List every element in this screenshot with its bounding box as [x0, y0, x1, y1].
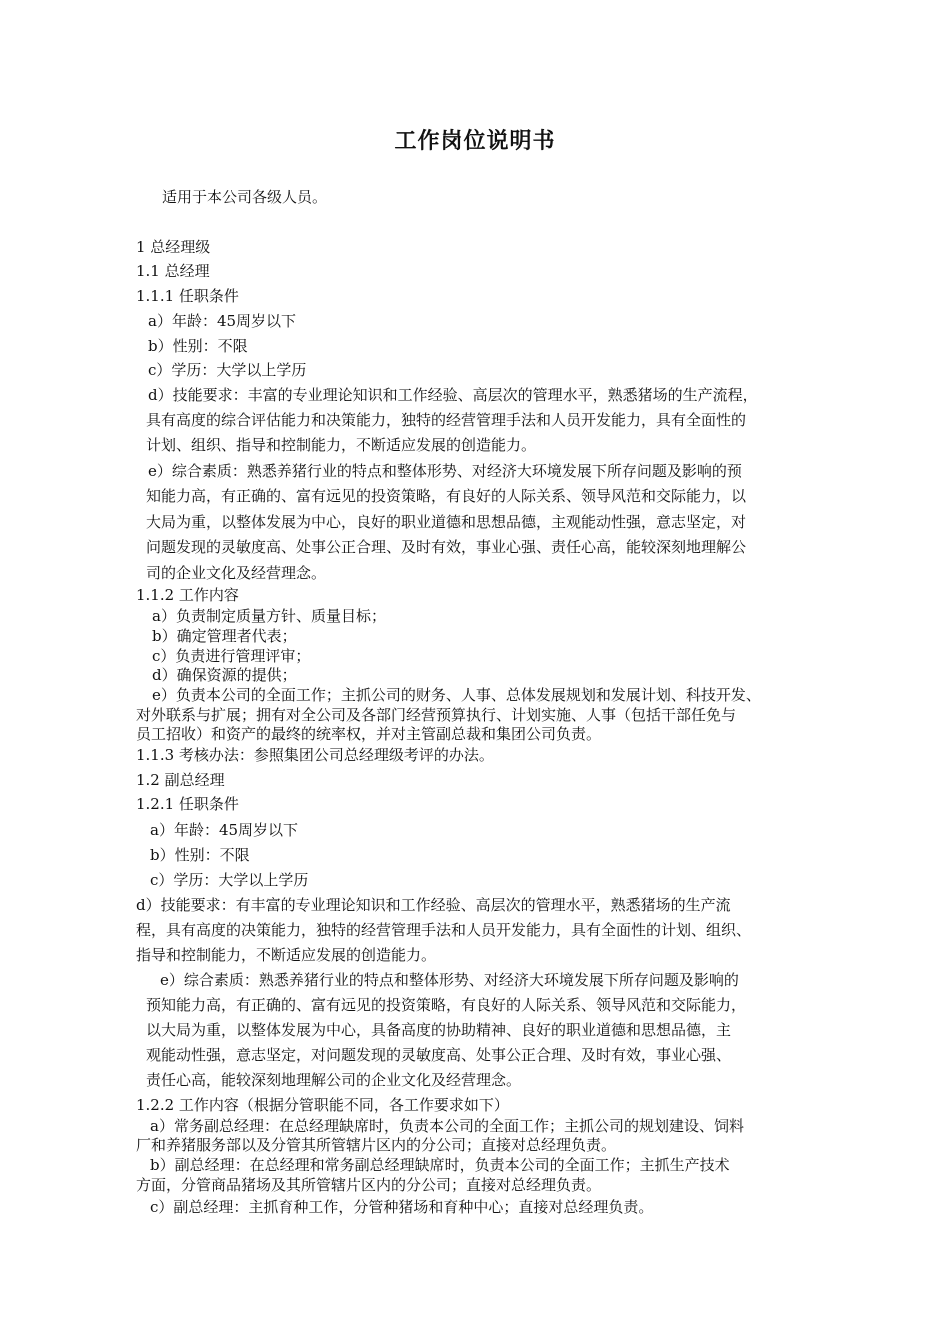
- text-line: a）年龄：45周岁以下: [150, 821, 299, 839]
- text-line: 员工招收）和资产的最终的统率权，并对主管副总裁和集团公司负责。: [136, 725, 602, 743]
- text-line: a）年龄：45周岁以下: [148, 312, 297, 330]
- text-line: 预知能力高，有正确的、富有远见的投资策略，有良好的人际关系、领导风范和交际能力，: [146, 996, 747, 1014]
- text-line: e）综合素质：熟悉养猪行业的特点和整体形势、对经济大环境发展下所存问题及影响的预: [148, 462, 742, 480]
- text-line: a）常务副总经理：在总经理缺席时，负责本公司的全面工作；主抓公司的规划建设、饲料: [150, 1117, 744, 1135]
- text-line: c）副总经理：主抓育种工作，分管种猪场和育种中心；直接对总经理负责。: [150, 1198, 654, 1216]
- text-line: d）技能要求：有丰富的专业理论知识和工作经验、高层次的管理水平，熟悉猪场的生产流: [136, 896, 731, 914]
- section-heading: 1.1 总经理: [136, 262, 210, 280]
- section-heading: 1.2.1 任职条件: [136, 795, 239, 813]
- text-line: 对外联系与扩展；拥有对全公司及各部门经营预算执行、计划实施、人事（包括干部任免与: [136, 706, 737, 724]
- text-line: 程，具有高度的决策能力，独特的经营管理手法和人员开发能力，具有全面性的计划、组织、: [136, 921, 752, 939]
- document-title: 工作岗位说明书: [394, 128, 556, 154]
- text-line: b）性别：不限: [150, 846, 250, 864]
- text-line: 问题发现的灵敏度高、处事公正合理、及时有效，事业心强、责任心高，能较深刻地理解公: [146, 538, 747, 556]
- section-heading: 1.1.1 任职条件: [136, 287, 239, 305]
- text-line: b）确定管理者代表；: [152, 627, 297, 645]
- text-line: 司的企业文化及经营理念。: [146, 564, 327, 582]
- text-line: 具有高度的综合评估能力和决策能力，独特的经营管理手法和人员开发能力，具有全面性的: [146, 411, 747, 429]
- text-line: 责任心高，能较深刻地理解公司的企业文化及经营理念。: [146, 1071, 522, 1089]
- text-line: 厂和养猪服务部以及分管其所管辖片区内的分公司；直接对总经理负责。: [136, 1136, 617, 1154]
- section-heading: 1 总经理级: [136, 238, 211, 256]
- intro-paragraph: 适用于本公司各级人员。: [162, 188, 328, 206]
- section-heading: 1.1.3 考核办法：参照集团公司总经理级考评的办法。: [136, 746, 494, 764]
- text-line: b）性别：不限: [148, 337, 248, 355]
- text-line: 大局为重，以整体发展为中心，良好的职业道德和思想品德，主观能动性强，意志坚定，对: [146, 513, 747, 531]
- text-line: d）技能要求：丰富的专业理论知识和工作经验、高层次的管理水平，熟悉猪场的生产流程，: [148, 386, 758, 404]
- text-line: b）副总经理：在总经理和常务副总经理缺席时，负责本公司的全面工作；主抓生产技术: [150, 1156, 730, 1174]
- text-line: e）负责本公司的全面工作；主抓公司的财务、人事、总体发展规划和发展计划、科技开发、: [152, 686, 761, 704]
- text-line: d）确保资源的提供；: [152, 666, 297, 684]
- text-line: c）学历：大学以上学历: [150, 871, 309, 889]
- section-heading: 1.2 副总经理: [136, 771, 225, 789]
- text-line: 方面，分管商品猪场及其所管辖片区内的分公司；直接对总经理负责。: [136, 1176, 602, 1194]
- text-line: 知能力高，有正确的、富有远见的投资策略，有良好的人际关系、领导风范和交际能力，以: [146, 487, 747, 505]
- text-line: 观能动性强，意志坚定，对问题发现的灵敏度高、处事公正合理、及时有效，事业心强、: [146, 1046, 732, 1064]
- section-heading: 1.2.2 工作内容（根据分管职能不同，各工作要求如下）: [136, 1096, 509, 1114]
- text-line: 以大局为重，以整体发展为中心，具备高度的协助精神、良好的职业道德和思想品德，主: [146, 1021, 732, 1039]
- text-line: 指导和控制能力，不断适应发展的创造能力。: [136, 946, 437, 964]
- text-line: a）负责制定质量方针、质量目标；: [152, 607, 386, 625]
- text-line: c）学历：大学以上学历: [148, 361, 307, 379]
- text-line: c）负责进行管理评审；: [152, 647, 311, 665]
- text-line: e）综合素质：熟悉养猪行业的特点和整体形势、对经济大环境发展下所存问题及影响的: [160, 971, 739, 989]
- section-heading: 1.1.2 工作内容: [136, 586, 239, 604]
- text-line: 计划、组织、指导和控制能力，不断适应发展的创造能力。: [146, 436, 537, 454]
